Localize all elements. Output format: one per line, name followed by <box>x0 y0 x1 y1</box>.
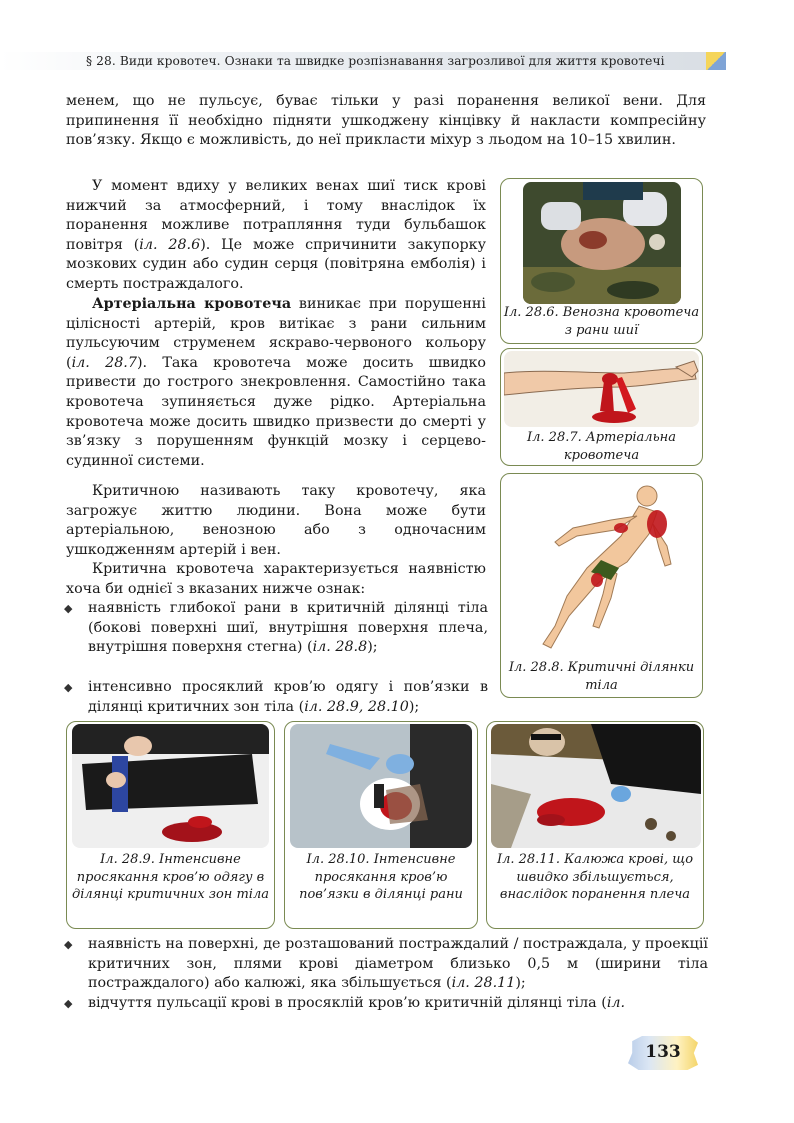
figure-28-9 <box>66 721 275 929</box>
body-critical-zones-illustration <box>511 476 694 656</box>
bloody-clothing-photo <box>72 724 269 848</box>
figure-28-8 <box>500 473 703 698</box>
blood-pool-snow-illustration <box>491 724 701 848</box>
blood-pool-photo <box>491 724 701 848</box>
page-number: 133 <box>645 1042 681 1062</box>
paragraph-arterial-bleeding: Артеріальна кровотеча виникає при порушенні цілісності артерій, кров витікає з рани сильним пульсуючим струменем яскраво-червоного кольору (іл. 28.7). Така кровотеча може досить швидко привести до гострого знекровлення. Самостійно така кровотеча зупиняється дуже рідко. Артеріальна кровотеча може досить швидко призвести до смерті у зв’язку з порушенням функцій мозку і серцево-судинної системи. <box>66 296 487 469</box>
paragraph-air-embolism: У момент вдиху у великих венах шиї тиск крові нижчий за атмосферний, і тому внаслідок їх поранення можливе потрапляння туди бульбашок повітря (іл. 28.6). Це може спричинити закупорку мозкових судин або судин серця (повітряна емболія) і смерть постраждалого. <box>66 178 486 292</box>
figure-28-7 <box>500 348 703 466</box>
header-corner-decoration <box>706 52 726 70</box>
figure-reference[interactable]: іл. 28.6 <box>139 236 201 253</box>
critical-zones-drawing <box>511 476 694 656</box>
figure-caption: Іл. 28.8. Критичні ділянки тіла <box>508 660 695 693</box>
bloody-bandage-photo <box>290 724 472 848</box>
paragraph-critical-signs-intro: Критична кровотеча характеризується наявністю хоча би однієї з вказаних нижче ознак: <box>66 561 486 597</box>
list-item: ◆ наявність на поверхні, де розташований постраждалий / постраждала, у проекції критичних зон, плями крові діаметром близько 0,5 м (ширини тіла постраждалого) або калюжі, яка збільшується (іл. 28.11); <box>64 936 708 992</box>
diamond-bullet-icon: ◆ <box>64 602 73 615</box>
diamond-bullet-icon: ◆ <box>64 997 73 1010</box>
figure-caption: Іл. 28.7. Артеріальна кровотеча <box>527 430 676 463</box>
diamond-bullet-icon: ◆ <box>64 681 73 694</box>
term-arterial-bleeding: Артеріальна кровотеча <box>92 296 292 312</box>
tourniquet-clothing-illustration <box>72 724 269 848</box>
venous-bleeding-photo <box>523 182 681 304</box>
figure-28-11 <box>486 721 704 929</box>
diamond-bullet-icon: ◆ <box>64 938 73 951</box>
neck-wound-illustration <box>523 182 681 304</box>
figure-reference[interactable]: іл. 28.7 <box>71 354 137 371</box>
figure-caption: Іл. 28.10. Інтенсивне просякання кров’ю пов’язки в ділянці рани <box>299 852 463 902</box>
paragraph-critical-definition: Критичною називають таку кровотечу, яка загрожує життю людини. Вона може бути артеріальною, венозною або з одночасним ушкодженням артерій і вен. <box>66 483 486 558</box>
figure-reference[interactable]: іл. 28.11 <box>451 975 516 992</box>
arterial-bleeding-drawing <box>504 351 699 427</box>
figure-caption: Іл. 28.6. Венозна кровотеча з рани шиї <box>503 305 700 338</box>
figure-reference[interactable]: іл. 28.9, 28.10 <box>304 698 409 715</box>
figure-caption: Іл. 28.11. Калюжа крові, що швидко збільшується, внаслідок поранення плеча <box>496 852 694 902</box>
arm-wound-illustration <box>504 351 699 427</box>
figure-reference[interactable]: іл. <box>606 995 626 1011</box>
list-item: ◆ інтенсивно просяклий кров’ю одягу і пов’язки в ділянці критичних зон тіла (іл. 28.9, 28.10); <box>64 679 488 715</box>
figure-28-6 <box>500 178 703 344</box>
paragraph-venous-continued: менем, що не пульсує, буває тільки у разі поранення великої вени. Для припинення її необхідно підняти ушкоджену кінцівку й накласти компресійну пов’язку. Якщо є можливість, до неї прикласти міхур з льодом на 10–15 хвилин. <box>66 93 706 149</box>
running-header: § 28. Види кровотеч. Ознаки та швидке розпізнавання загрозливої для життя кровотечі <box>86 54 665 68</box>
figure-28-10 <box>284 721 478 929</box>
page-number-badge <box>628 1036 698 1070</box>
list-item: ◆ наявність глибокої рани в критичній ділянці тіла (бокові поверхні шиї, внутрішня поверхня плеча, внутрішня поверхня стегна) (іл. 28.8); <box>64 600 488 656</box>
figure-reference[interactable]: іл. 28.8 <box>312 639 368 656</box>
figure-caption: Іл. 28.9. Інтенсивне просякання кров’ю одягу в ділянці критичних зон тіла <box>72 852 269 902</box>
list-item: ◆ відчуття пульсації крові в просяклій кров’ю критичній ділянці тіла (іл. <box>64 994 708 1016</box>
bandage-wound-illustration <box>290 724 472 848</box>
